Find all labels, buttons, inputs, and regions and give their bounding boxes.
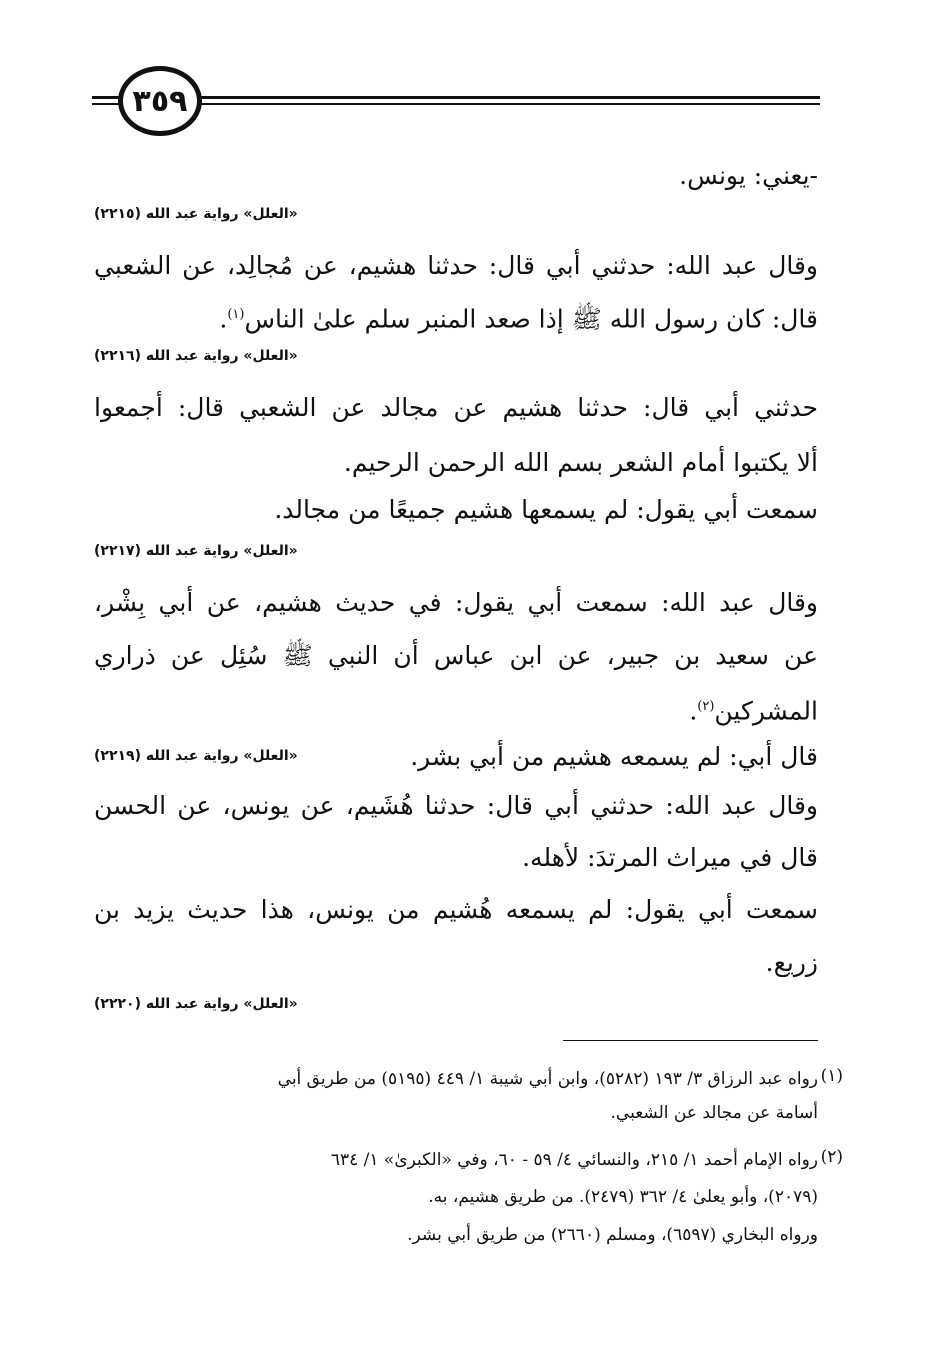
footnote-text: رواه عبد الرزاق ٣/ ١٩٣ (٥٢٨٢)، وابن أبي شيبة ١/ ٤٤٩ (٥١٩٥) من طريق أبي	[277, 1069, 818, 1089]
text-line-content: المشركين	[714, 696, 818, 726]
text-line: ألا يكتبوا أمام الشعر بسم الله الرحمن الرحيم.	[343, 448, 818, 477]
source-reference: «العلل» رواية عبد الله (٢٢١٩)	[94, 748, 298, 764]
text-line: وقال عبد الله: سمعت أبي يقول: في حديث هشيم، عن أبي بِشْر،	[94, 588, 818, 617]
text-line: قال في ميراث المرتدَ: لأهله.	[522, 843, 818, 872]
text-line: وقال عبد الله: حدثني أبي قال: حدثنا هشيم، عن مُجالِد، عن الشعبي	[94, 251, 818, 280]
text-line: سمعت أبي يقول: لم يسمعه هُشيم من يونس، هذا حديث يزيد بن	[94, 895, 818, 924]
text-line: زريع.	[765, 948, 818, 977]
text-line: سمعت أبي يقول: لم يسمعها هشيم جميعًا من مجالد.	[274, 495, 818, 524]
page-number-badge	[118, 66, 202, 136]
text-line: المشركين$^{(٢)}$.	[689, 696, 818, 726]
footnote-number: (١)	[820, 1066, 843, 1086]
source-reference: «العلل» رواية عبد الله (٢٢١٥)	[94, 206, 298, 222]
footnote-text: ورواه البخاري (٦٥٩٧)، ومسلم (٢٦٦٠) من طريق أبي بشر.	[407, 1225, 818, 1245]
source-reference: «العلل» رواية عبد الله (٢٢١٦)	[94, 348, 298, 364]
footnote-text: رواه الإمام أحمد ١/ ٢١٥، والنسائي ٤/ ٥٩ - ٦٠، وفي «الكبرىٰ» ١/ ٦٣٤	[330, 1150, 818, 1170]
source-reference: «العلل» رواية عبد الله (٢٢١٧)	[94, 543, 298, 559]
text-line: وقال عبد الله: حدثني أبي قال: حدثنا هُشَيم، عن يونس، عن الحسن	[94, 791, 818, 820]
page-number: ٣٥٩	[132, 83, 188, 119]
text-line: حدثني أبي قال: حدثنا هشيم عن مجالد عن الشعبي قال: أجمعوا	[94, 393, 818, 422]
footnote-separator	[563, 1040, 818, 1041]
text-line-content: قال: كان رسول الله ﷺ إذا صعد المنبر سلم علىٰ الناس	[244, 304, 818, 334]
text-line: عن سعيد بن جبير، عن ابن عباس أن النبي ﷺ سُئِل عن ذراري	[94, 641, 818, 670]
footnote-marker: (٢)	[697, 699, 715, 714]
text-line: قال أبي: لم يسمعه هشيم من أبي بشر.	[410, 742, 818, 771]
footnote-text: أسامة عن مجالد عن الشعبي.	[610, 1103, 818, 1123]
footnote-text: (٢٠٧٩)، وأبو يعلىٰ ٤/ ٣٦٢ (٢٤٧٩). من طريق هشيم، به.	[428, 1187, 818, 1207]
source-reference: «العلل» رواية عبد الله (٢٢٢٠)	[94, 996, 298, 1012]
footnote-number: (٢)	[820, 1147, 843, 1167]
text-line: قال: كان رسول الله ﷺ إذا صعد المنبر سلم علىٰ الناس$^{(١)}$.	[219, 304, 818, 334]
footnote-marker: (١)	[227, 307, 245, 322]
text-line: -يعني: يونس.	[679, 161, 818, 190]
